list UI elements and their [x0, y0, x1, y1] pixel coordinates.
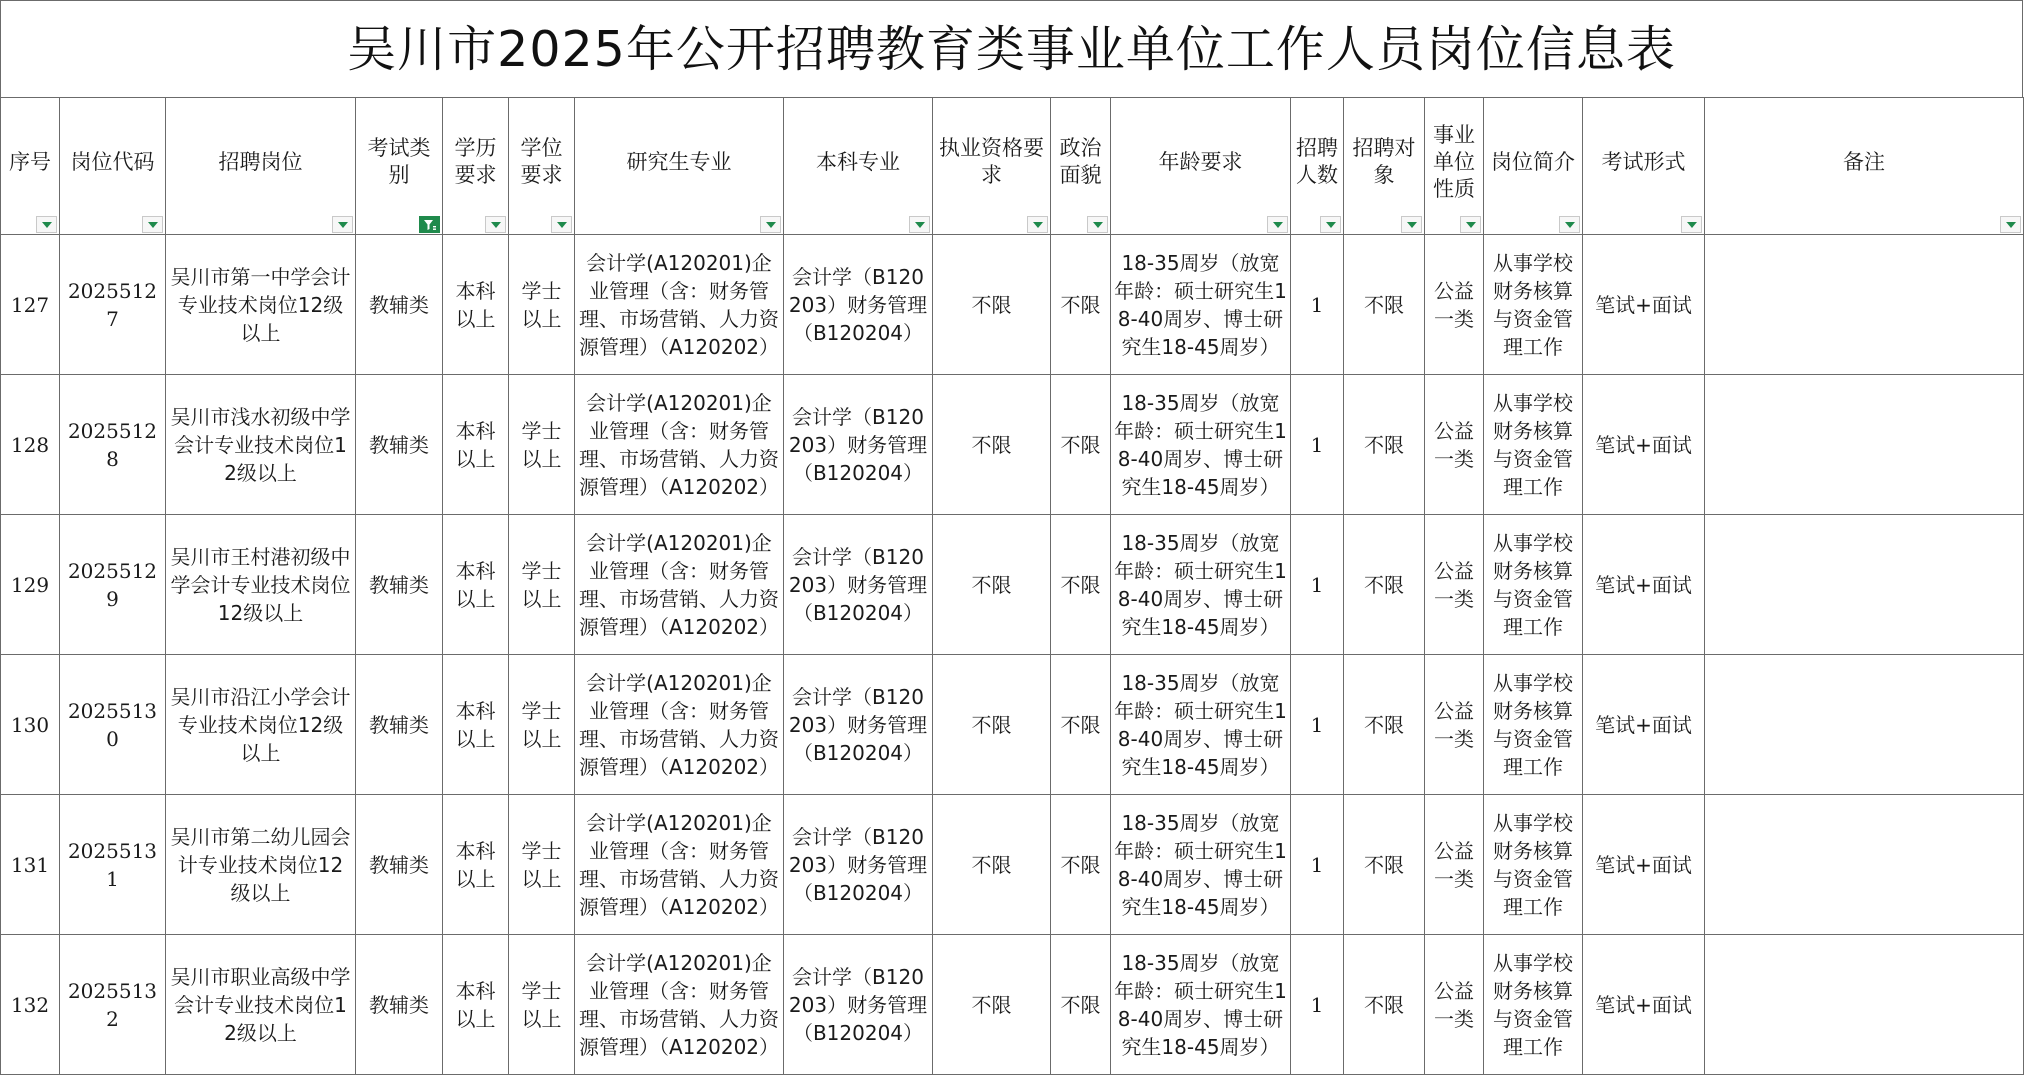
cell-degree[interactable] [509, 375, 575, 515]
cell-text: 学士以上 [521, 278, 562, 331]
cell-age[interactable] [1111, 235, 1291, 375]
cell-age[interactable] [1111, 375, 1291, 515]
cell-text: 会计学（B120203）财务管理（B120204） [788, 824, 928, 905]
cell-text: 不限 [1060, 712, 1101, 737]
cell-undergrad-major[interactable] [784, 375, 933, 515]
cell-age[interactable] [1111, 935, 1291, 1075]
column-header-label: 序号 [9, 149, 51, 174]
cell-seq[interactable] [1, 375, 60, 515]
cell-text: 129 [10, 572, 50, 597]
cell-text: 会计学（B120203）财务管理（B120204） [788, 544, 928, 625]
cell-text: 从事学校财务核算与资金管理工作 [1493, 390, 1573, 499]
cell-target[interactable] [1344, 795, 1425, 935]
cell-text: 不限 [971, 852, 1012, 877]
cell-degree[interactable] [509, 935, 575, 1075]
cell-exam-type[interactable] [356, 515, 443, 655]
cell-undergrad-major[interactable] [784, 795, 933, 935]
cell-text: 公益一类 [1434, 278, 1474, 331]
cell-text: 本科以上 [455, 558, 496, 611]
filter-dropdown-icon[interactable] [909, 216, 930, 233]
column-header-label: 岗位代码 [70, 149, 155, 174]
filter-dropdown-icon[interactable] [1559, 216, 1580, 233]
cell-undergrad-major[interactable] [784, 935, 933, 1075]
cell-education[interactable] [443, 795, 509, 935]
cell-text: 公益一类 [1434, 418, 1474, 471]
col-header-nature[interactable] [1425, 98, 1484, 235]
table-row [1, 655, 2024, 795]
cell-text: 1 [1310, 712, 1324, 737]
cell-text: 会计学(A120201)企业管理（含：财务管理、市场营销、人力资源管理）（A120202） [578, 250, 780, 359]
cell-text: 20255127 [67, 278, 158, 331]
column-header-label: 研究生专业 [626, 149, 732, 174]
cell-text: 不限 [1364, 572, 1404, 597]
page-title: 吴川市2025年公开招聘教育类事业单位工作人员岗位信息表 [347, 20, 1676, 78]
filter-dropdown-icon[interactable] [551, 216, 572, 233]
cell-post[interactable] [166, 515, 356, 655]
cell-text: 不限 [971, 572, 1012, 597]
column-header-label: 考试形式 [1601, 149, 1686, 174]
cell-post[interactable] [166, 235, 356, 375]
cell-text: 1 [1310, 852, 1324, 877]
cell-degree[interactable] [509, 515, 575, 655]
cell-text: 不限 [971, 712, 1012, 737]
column-header-label: 学历要求 [454, 136, 497, 187]
cell-remark[interactable] [1705, 655, 2024, 795]
cell-political[interactable] [1051, 375, 1111, 515]
cell-political[interactable] [1051, 515, 1111, 655]
cell-text: 笔试+面试 [1595, 572, 1692, 597]
cell-text: 不限 [971, 292, 1012, 317]
cell-text: 公益一类 [1434, 558, 1474, 611]
cell-text: 20255129 [67, 558, 158, 611]
cell-political[interactable] [1051, 795, 1111, 935]
table-row [1, 795, 2024, 935]
filter-dropdown-icon[interactable] [760, 216, 781, 233]
col-header-grad-major[interactable] [575, 98, 784, 235]
cell-text: 会计学(A120201)企业管理（含：财务管理、市场营销、人力资源管理）（A120202） [578, 950, 780, 1059]
cell-political[interactable] [1051, 935, 1111, 1075]
cell-text: 不限 [971, 432, 1012, 457]
cell-text: 20255128 [67, 418, 158, 471]
cell-text: 128 [10, 432, 50, 457]
cell-text: 不限 [1364, 992, 1404, 1017]
job-table [0, 97, 2024, 1075]
cell-exam-type[interactable] [356, 235, 443, 375]
cell-text: 从事学校财务核算与资金管理工作 [1493, 810, 1573, 919]
cell-text: 不限 [1060, 572, 1101, 597]
cell-text: 吴川市第一中学会计专业技术岗位12级以上 [170, 264, 351, 345]
cell-exam-form[interactable] [1583, 795, 1705, 935]
filter-dropdown-icon[interactable] [1087, 216, 1108, 233]
cell-post[interactable] [166, 935, 356, 1075]
column-header-label: 岗位简介 [1491, 149, 1575, 174]
cell-intro[interactable] [1484, 655, 1583, 795]
cell-text: 20255132 [67, 978, 158, 1031]
cell-grad-major[interactable] [575, 375, 784, 515]
sheet-title-cell[interactable] [0, 0, 2023, 97]
cell-text: 吴川市王村港初级中学会计专业技术岗位12级以上 [170, 544, 351, 625]
cell-text: 不限 [1364, 292, 1404, 317]
cell-qualification[interactable] [933, 515, 1051, 655]
cell-age[interactable] [1111, 515, 1291, 655]
cell-text: 本科以上 [455, 978, 496, 1031]
cell-remark[interactable] [1705, 375, 2024, 515]
cell-exam-form[interactable] [1583, 235, 1705, 375]
cell-education[interactable] [443, 655, 509, 795]
col-header-code[interactable] [60, 98, 166, 235]
cell-text: 18-35周岁（放宽年龄：硕士研究生18-40周岁、博士研究生18-45周岁） [1114, 530, 1287, 639]
cell-text: 不限 [1364, 712, 1404, 737]
cell-code[interactable] [60, 375, 166, 515]
cell-text: 笔试+面试 [1595, 292, 1692, 317]
column-header-label: 年龄要求 [1158, 149, 1243, 174]
cell-text: 不限 [1060, 432, 1101, 457]
cell-text: 学士以上 [521, 838, 562, 891]
cell-education[interactable] [443, 935, 509, 1075]
cell-text: 1 [1310, 572, 1324, 597]
cell-education[interactable] [443, 375, 509, 515]
cell-grad-major[interactable] [575, 235, 784, 375]
cell-exam-form[interactable] [1583, 375, 1705, 515]
cell-text: 本科以上 [455, 278, 496, 331]
cell-text: 学士以上 [521, 978, 562, 1031]
cell-exam-form[interactable] [1583, 515, 1705, 655]
cell-seq[interactable] [1, 795, 60, 935]
cell-text: 会计学（B120203）财务管理（B120204） [788, 964, 928, 1045]
cell-grad-major[interactable] [575, 935, 784, 1075]
cell-target[interactable] [1344, 375, 1425, 515]
filter-dropdown-icon[interactable] [36, 216, 57, 233]
cell-text: 18-35周岁（放宽年龄：硕士研究生18-40周岁、博士研究生18-45周岁） [1114, 250, 1287, 359]
cell-text: 吴川市第二幼儿园会计专业技术岗位12级以上 [170, 824, 351, 905]
cell-nature[interactable] [1425, 795, 1484, 935]
column-header-label: 招聘人数 [1296, 136, 1338, 187]
cell-text: 教辅类 [369, 572, 429, 597]
cell-text: 会计学(A120201)企业管理（含：财务管理、市场营销、人力资源管理）（A120202） [578, 670, 780, 779]
cell-intro[interactable] [1484, 515, 1583, 655]
cell-text: 127 [10, 292, 50, 317]
cell-count[interactable] [1291, 795, 1344, 935]
col-header-age[interactable] [1111, 98, 1291, 235]
filter-dropdown-icon[interactable] [142, 216, 163, 233]
cell-count[interactable] [1291, 375, 1344, 515]
table-row [1, 235, 2024, 375]
cell-post[interactable] [166, 655, 356, 795]
cell-text: 18-35周岁（放宽年龄：硕士研究生18-40周岁、博士研究生18-45周岁） [1114, 390, 1287, 499]
cell-text: 不限 [971, 992, 1012, 1017]
cell-text: 教辅类 [369, 292, 429, 317]
cell-text: 会计学（B120203）财务管理（B120204） [788, 404, 928, 485]
cell-text: 1 [1310, 292, 1324, 317]
cell-text: 笔试+面试 [1595, 432, 1692, 457]
cell-nature[interactable] [1425, 515, 1484, 655]
col-header-degree[interactable] [509, 98, 575, 235]
filter-active-icon[interactable] [419, 216, 440, 233]
col-header-education[interactable] [443, 98, 509, 235]
cell-exam-type[interactable] [356, 935, 443, 1075]
col-header-seq[interactable] [1, 98, 60, 235]
cell-text: 学士以上 [521, 418, 562, 471]
table-row [1, 515, 2024, 655]
cell-text: 笔试+面试 [1595, 992, 1692, 1017]
cell-degree[interactable] [509, 235, 575, 375]
cell-text: 本科以上 [455, 838, 496, 891]
cell-degree[interactable] [509, 655, 575, 795]
header-row [1, 98, 2024, 235]
cell-text: 131 [10, 852, 50, 877]
cell-count[interactable] [1291, 515, 1344, 655]
cell-exam-form[interactable] [1583, 935, 1705, 1075]
cell-remark[interactable] [1705, 235, 2024, 375]
cell-nature[interactable] [1425, 935, 1484, 1075]
cell-age[interactable] [1111, 795, 1291, 935]
col-header-target[interactable] [1344, 98, 1425, 235]
col-header-intro[interactable] [1484, 98, 1583, 235]
cell-remark[interactable] [1705, 795, 2024, 935]
cell-text: 从事学校财务核算与资金管理工作 [1493, 530, 1573, 639]
cell-text: 公益一类 [1434, 698, 1474, 751]
cell-grad-major[interactable] [575, 795, 784, 935]
cell-target[interactable] [1344, 235, 1425, 375]
cell-text: 学士以上 [521, 558, 562, 611]
cell-count[interactable] [1291, 235, 1344, 375]
cell-text: 不限 [1060, 292, 1101, 317]
cell-seq[interactable] [1, 655, 60, 795]
cell-exam-type[interactable] [356, 795, 443, 935]
cell-intro[interactable] [1484, 935, 1583, 1075]
cell-text: 从事学校财务核算与资金管理工作 [1493, 950, 1573, 1059]
cell-text: 吴川市职业高级中学会计专业技术岗位12级以上 [170, 964, 351, 1045]
filter-dropdown-icon[interactable] [1027, 216, 1048, 233]
cell-remark[interactable] [1705, 515, 2024, 655]
cell-post[interactable] [166, 375, 356, 515]
col-header-qualification[interactable] [933, 98, 1051, 235]
column-header-label: 政治面貌 [1059, 136, 1102, 187]
filter-dropdown-icon[interactable] [2000, 216, 2021, 233]
cell-target[interactable] [1344, 515, 1425, 655]
cell-political[interactable] [1051, 235, 1111, 375]
cell-qualification[interactable] [933, 375, 1051, 515]
cell-text: 1 [1310, 432, 1324, 457]
cell-political[interactable] [1051, 655, 1111, 795]
filter-dropdown-icon[interactable] [1320, 216, 1341, 233]
column-header-label: 考试类别 [367, 136, 431, 187]
cell-undergrad-major[interactable] [784, 515, 933, 655]
cell-text: 吴川市沿江小学会计专业技术岗位12级以上 [170, 684, 351, 765]
filter-dropdown-icon[interactable] [485, 216, 506, 233]
cell-code[interactable] [60, 515, 166, 655]
cell-text: 130 [10, 712, 50, 737]
cell-nature[interactable] [1425, 375, 1484, 515]
cell-undergrad-major[interactable] [784, 655, 933, 795]
cell-text: 不限 [1364, 432, 1404, 457]
col-header-remark[interactable] [1705, 98, 2024, 235]
cell-exam-form[interactable] [1583, 655, 1705, 795]
cell-text: 公益一类 [1434, 978, 1474, 1031]
filter-dropdown-icon[interactable] [1401, 216, 1422, 233]
cell-text: 1 [1310, 992, 1324, 1017]
cell-text: 笔试+面试 [1595, 852, 1692, 877]
cell-text: 吴川市浅水初级中学会计专业技术岗位12级以上 [170, 404, 351, 485]
column-header-label: 事业单位性质 [1433, 122, 1475, 201]
cell-code[interactable] [60, 235, 166, 375]
cell-age[interactable] [1111, 655, 1291, 795]
cell-text: 20255130 [67, 698, 158, 751]
cell-education[interactable] [443, 515, 509, 655]
cell-nature[interactable] [1425, 235, 1484, 375]
cell-text: 本科以上 [455, 418, 496, 471]
cell-exam-type[interactable] [356, 655, 443, 795]
cell-text: 笔试+面试 [1595, 712, 1692, 737]
cell-seq[interactable] [1, 935, 60, 1075]
cell-text: 132 [10, 992, 50, 1017]
cell-count[interactable] [1291, 935, 1344, 1075]
column-header-label: 招聘岗位 [218, 149, 303, 174]
cell-text: 从事学校财务核算与资金管理工作 [1493, 670, 1573, 779]
cell-grad-major[interactable] [575, 655, 784, 795]
col-header-post[interactable] [166, 98, 356, 235]
cell-text: 18-35周岁（放宽年龄：硕士研究生18-40周岁、博士研究生18-45周岁） [1114, 670, 1287, 779]
cell-target[interactable] [1344, 655, 1425, 795]
cell-text: 不限 [1060, 992, 1101, 1017]
cell-code[interactable] [60, 655, 166, 795]
cell-code[interactable] [60, 935, 166, 1075]
cell-text: 会计学(A120201)企业管理（含：财务管理、市场营销、人力资源管理）（A120202） [578, 810, 780, 919]
cell-seq[interactable] [1, 235, 60, 375]
cell-qualification[interactable] [933, 935, 1051, 1075]
filter-dropdown-icon[interactable] [1681, 216, 1702, 233]
filter-dropdown-icon[interactable] [332, 216, 353, 233]
cell-text: 从事学校财务核算与资金管理工作 [1493, 250, 1573, 359]
table-row [1, 375, 2024, 515]
cell-qualification[interactable] [933, 235, 1051, 375]
cell-qualification[interactable] [933, 795, 1051, 935]
cell-seq[interactable] [1, 515, 60, 655]
cell-count[interactable] [1291, 655, 1344, 795]
cell-text: 18-35周岁（放宽年龄：硕士研究生18-40周岁、博士研究生18-45周岁） [1114, 810, 1287, 919]
cell-degree[interactable] [509, 795, 575, 935]
cell-remark[interactable] [1705, 935, 2024, 1075]
cell-intro[interactable] [1484, 375, 1583, 515]
column-header-label: 执业资格要求 [939, 136, 1044, 187]
cell-nature[interactable] [1425, 655, 1484, 795]
col-header-undergrad-major[interactable] [784, 98, 933, 235]
column-header-label: 备注 [1843, 149, 1885, 174]
cell-text: 学士以上 [521, 698, 562, 751]
table-body [1, 235, 2024, 1075]
cell-text: 不限 [1060, 852, 1101, 877]
cell-text: 会计学(A120201)企业管理（含：财务管理、市场营销、人力资源管理）（A120202） [578, 530, 780, 639]
column-header-label: 学位要求 [520, 136, 563, 187]
cell-qualification[interactable] [933, 655, 1051, 795]
col-header-count[interactable] [1291, 98, 1344, 235]
cell-text: 本科以上 [455, 698, 496, 751]
cell-intro[interactable] [1484, 795, 1583, 935]
cell-education[interactable] [443, 235, 509, 375]
cell-text: 会计学（B120203）财务管理（B120204） [788, 264, 928, 345]
cell-target[interactable] [1344, 935, 1425, 1075]
cell-text: 教辅类 [369, 712, 429, 737]
col-header-exam-type[interactable] [356, 98, 443, 235]
cell-intro[interactable] [1484, 235, 1583, 375]
filter-dropdown-icon[interactable] [1267, 216, 1288, 233]
cell-text: 不限 [1364, 852, 1404, 877]
cell-undergrad-major[interactable] [784, 235, 933, 375]
cell-post[interactable] [166, 795, 356, 935]
table-row [1, 935, 2024, 1075]
cell-text: 会计学（B120203）财务管理（B120204） [788, 684, 928, 765]
cell-grad-major[interactable] [575, 515, 784, 655]
column-header-label: 招聘对象 [1352, 136, 1416, 187]
cell-text: 教辅类 [369, 432, 429, 457]
cell-text: 18-35周岁（放宽年龄：硕士研究生18-40周岁、博士研究生18-45周岁） [1114, 950, 1287, 1059]
cell-text: 会计学(A120201)企业管理（含：财务管理、市场营销、人力资源管理）（A120202） [578, 390, 780, 499]
cell-text: 教辅类 [369, 992, 429, 1017]
cell-text: 教辅类 [369, 852, 429, 877]
cell-code[interactable] [60, 795, 166, 935]
cell-text: 公益一类 [1434, 838, 1474, 891]
cell-text: 20255131 [67, 838, 158, 891]
filter-dropdown-icon[interactable] [1460, 216, 1481, 233]
col-header-political[interactable] [1051, 98, 1111, 235]
column-header-label: 本科专业 [816, 149, 900, 174]
cell-exam-type[interactable] [356, 375, 443, 515]
col-header-exam-form[interactable] [1583, 98, 1705, 235]
